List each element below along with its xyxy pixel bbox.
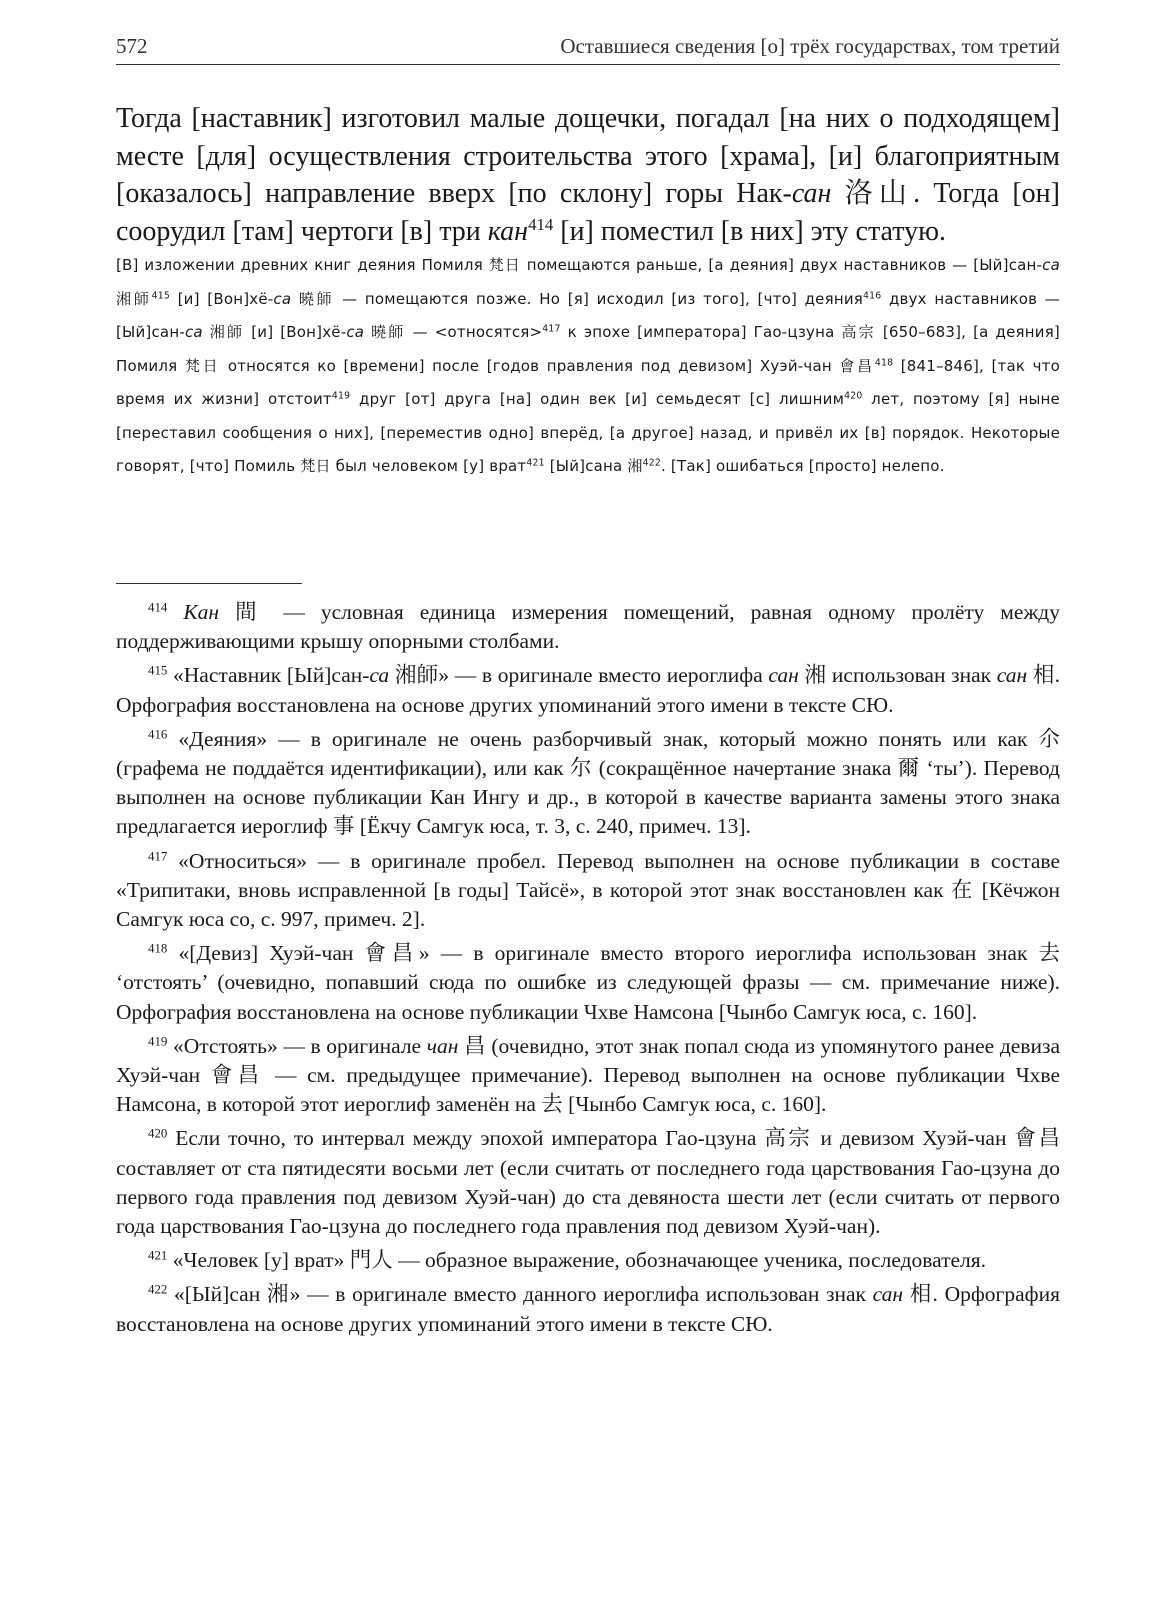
footnote-number: 414 (148, 600, 168, 615)
commentary-paragraph (116, 249, 1060, 484)
footnote-ref-417[interactable]: 417 (542, 323, 561, 335)
commentary-text: [841–846], [так что время их жизни] отстоит (116, 356, 1060, 408)
commentary-text: 湘師 [и] [Вон]хё- (202, 323, 347, 341)
footnote-ref-414[interactable]: 414 (528, 214, 554, 234)
footnote-number: 417 (148, 848, 168, 863)
page-number: 572 (116, 34, 148, 58)
footnote-number: 418 (148, 941, 168, 956)
footnotes (116, 598, 1060, 1344)
footnote-text: «Наставник [Ый]сан- (167, 663, 370, 688)
commentary-italic: са (1042, 256, 1060, 274)
footnote-414 (116, 598, 1060, 656)
footnote-text: «[Девиз] Хуэй-чан 會昌» — в оригинале вместо второго иероглифа использован знак 去 ‘отстоять’ (очевидно, попавший сюда по ошибке из следующей фразы — см. примечание ниже). Орфография восстановлена на основе публикации Чхве Намсона [Чынбо Самгук юса, с. 160]. (116, 941, 1060, 1024)
commentary-italic: са (273, 289, 292, 308)
main-text-part: [и] поместил [в них] эту статую. (553, 215, 947, 247)
footnote-ref-418[interactable]: 418 (874, 356, 894, 368)
footnote-number: 420 (148, 1126, 168, 1141)
footnote-418 (116, 939, 1060, 1027)
footnote-419 (116, 1032, 1060, 1120)
footnote-text: 湘 использован знак (798, 663, 997, 688)
footnote-text: «Отстоять» — в оригинале (167, 1033, 427, 1058)
footnote-ref-422[interactable]: 422 (642, 457, 661, 469)
footnote-text: «[Ый]сан 湘» — в оригинале вместо данного иероглифа использован знак (167, 1282, 873, 1307)
main-text-part: 洛山. Тогда [он] соорудил [там] чертоги [в] три (116, 178, 1060, 247)
footnote-italic: чан (426, 1033, 459, 1058)
main-text-part: Тогда [наставник] изготовил малые дощечки, погадал [на них о подходящем] месте [для] осуществления строительства этого [храма], [и] благоприятным [оказалось] направление вверх [по склону] горы Нак- (116, 103, 1060, 210)
footnote-text: 間 — условная единица измерения помещений, равная одному пролёту между поддерживающими крышу опорными столбами. (116, 600, 1060, 654)
commentary-italic: са (184, 323, 203, 341)
footnote-italic: са (369, 663, 390, 688)
footnote-text: «Деяния» — в оригинале не очень разборчивый знак, который можно понять или как 尒 (графема не поддаётся идентификации), или как 尔 (сокращённое начертание знака 爾 ‘ты’). Перевод выполнен на основе публикации Кан Ингу и др., в которой в качестве варианта замены этого знака предлагается иероглиф 事 [Ёкчу Самгук юса, т. 3, с. 240, примеч. 13]. (116, 726, 1060, 839)
footnote-415 (116, 661, 1060, 719)
footnote-422 (116, 1280, 1060, 1338)
main-text-italic: сан (791, 178, 832, 210)
commentary-text: двух наставников — [Ый]сан- (116, 289, 1060, 341)
footnote-text: «Человек [у] врат» 門人 — образное выражение, обозначающее ученика, последователя. (167, 1248, 987, 1273)
footnote-421 (116, 1246, 1060, 1275)
main-text-italic: кан (487, 215, 529, 247)
commentary-text: 湘師 (116, 289, 152, 308)
footnote-ref-419[interactable]: 419 (331, 390, 351, 402)
footnote-italic: Кан (183, 600, 220, 624)
footnote-italic: сан (872, 1282, 904, 1307)
footnote-ref-421[interactable]: 421 (526, 457, 545, 469)
running-title: Оставшиеся сведения [о] трёх государствах, том третий (560, 34, 1060, 58)
commentary-text: [Ый]сана 湘 (544, 457, 643, 475)
footnote-416 (116, 725, 1060, 842)
commentary-italic: са (346, 323, 365, 341)
footnote-text: 昌 (очевидно, этот знак попал сюда из упомянутого ранее девиза Хуэй-чан 會昌 — см. предыдущее примечание). Перевод выполнен на основе публикации Чхве Намсона, в которой этот иероглиф заменён на 去 [Чынбо Самгук юса, с. 160]. (116, 1033, 1060, 1117)
footnote-text: 相. Орфография восстановлена на основе других упоминаний этого имени в тексте СЮ. (116, 1282, 1060, 1336)
footnote-417 (116, 847, 1060, 935)
commentary-text: [В] изложении древних книг деяния Помиля 梵日 помещаются раньше, [а деяния] двух наставников — [Ый]сан- (116, 256, 1043, 274)
footnote-number: 419 (148, 1034, 168, 1049)
footnote-number: 421 (148, 1248, 168, 1263)
footnote-italic: сан (996, 663, 1028, 688)
footnote-separator (116, 583, 302, 584)
footnote-number: 422 (148, 1282, 168, 1297)
commentary-text: к эпохе [императора] Гао-цзуна 高宗 [650–683], [а деяния] Помиля 梵日 относятся ко [времени] после [годов правления под девизом] Хуэй-чан 會昌 (116, 323, 1060, 375)
footnote-text: 湘師» — в оригинале вместо иероглифа (389, 663, 769, 688)
footnote-ref-415[interactable]: 415 (151, 289, 171, 301)
main-paragraph (116, 100, 1060, 250)
commentary-text: лет, поэтому [я] ныне [переставил сообщения о них], [переместив одно] вперёд, [а другое] назад, и привёл их [в] порядок. Некоторые говорят, [что] Помиль 梵日 был человеком [у] врат (116, 390, 1060, 475)
footnote-number: 416 (148, 727, 168, 742)
footnote-number: 415 (148, 663, 168, 678)
commentary-text: 曉師 — помещаются позже. Но [я] исходил [из того], [что] деяния (291, 289, 864, 308)
footnote-ref-416[interactable]: 416 (863, 289, 882, 301)
commentary-text: . [Так] ошибаться [просто] нелепо. (660, 457, 945, 475)
footnote-text: 相. Орфография восстановлена на основе других упоминаний этого имени в тексте СЮ. (116, 663, 1060, 717)
commentary-text: [и] [Вон]хё- (170, 289, 274, 308)
running-header (116, 34, 1060, 65)
footnote-italic: сан (768, 663, 799, 688)
footnote-text: «Относиться» — в оригинале пробел. Перевод выполнен на основе публикации в составе «Трипитаки, вновь исправленной [в годы] Тайсё», в которой этот знак восстановлен как 在 [Кёчжон Самгук юса со, с. 997, примеч. 2]. (116, 848, 1060, 932)
footnote-420 (116, 1124, 1060, 1241)
commentary-text: 曉師 — <относятся> (364, 323, 543, 341)
footnote-ref-420[interactable]: 420 (844, 390, 863, 402)
footnote-text: Если точно, то интервал между эпохой императора Гао-цзуна 高宗 и девизом Хуэй-чан 會昌 составляет от ста пятидесяти восьми лет (если считать от последнего года царствования Гао-цзуна до первого года правления под девизом Хуэй-чан) до ста девяноста шести лет (если считать от первого года царствования Гао-цзуна до последнего года правления под девизом Хуэй-чан). (116, 1126, 1060, 1239)
commentary-text: друг [от] друга [на] один век [и] семьдесят [с] лишним (350, 390, 845, 408)
